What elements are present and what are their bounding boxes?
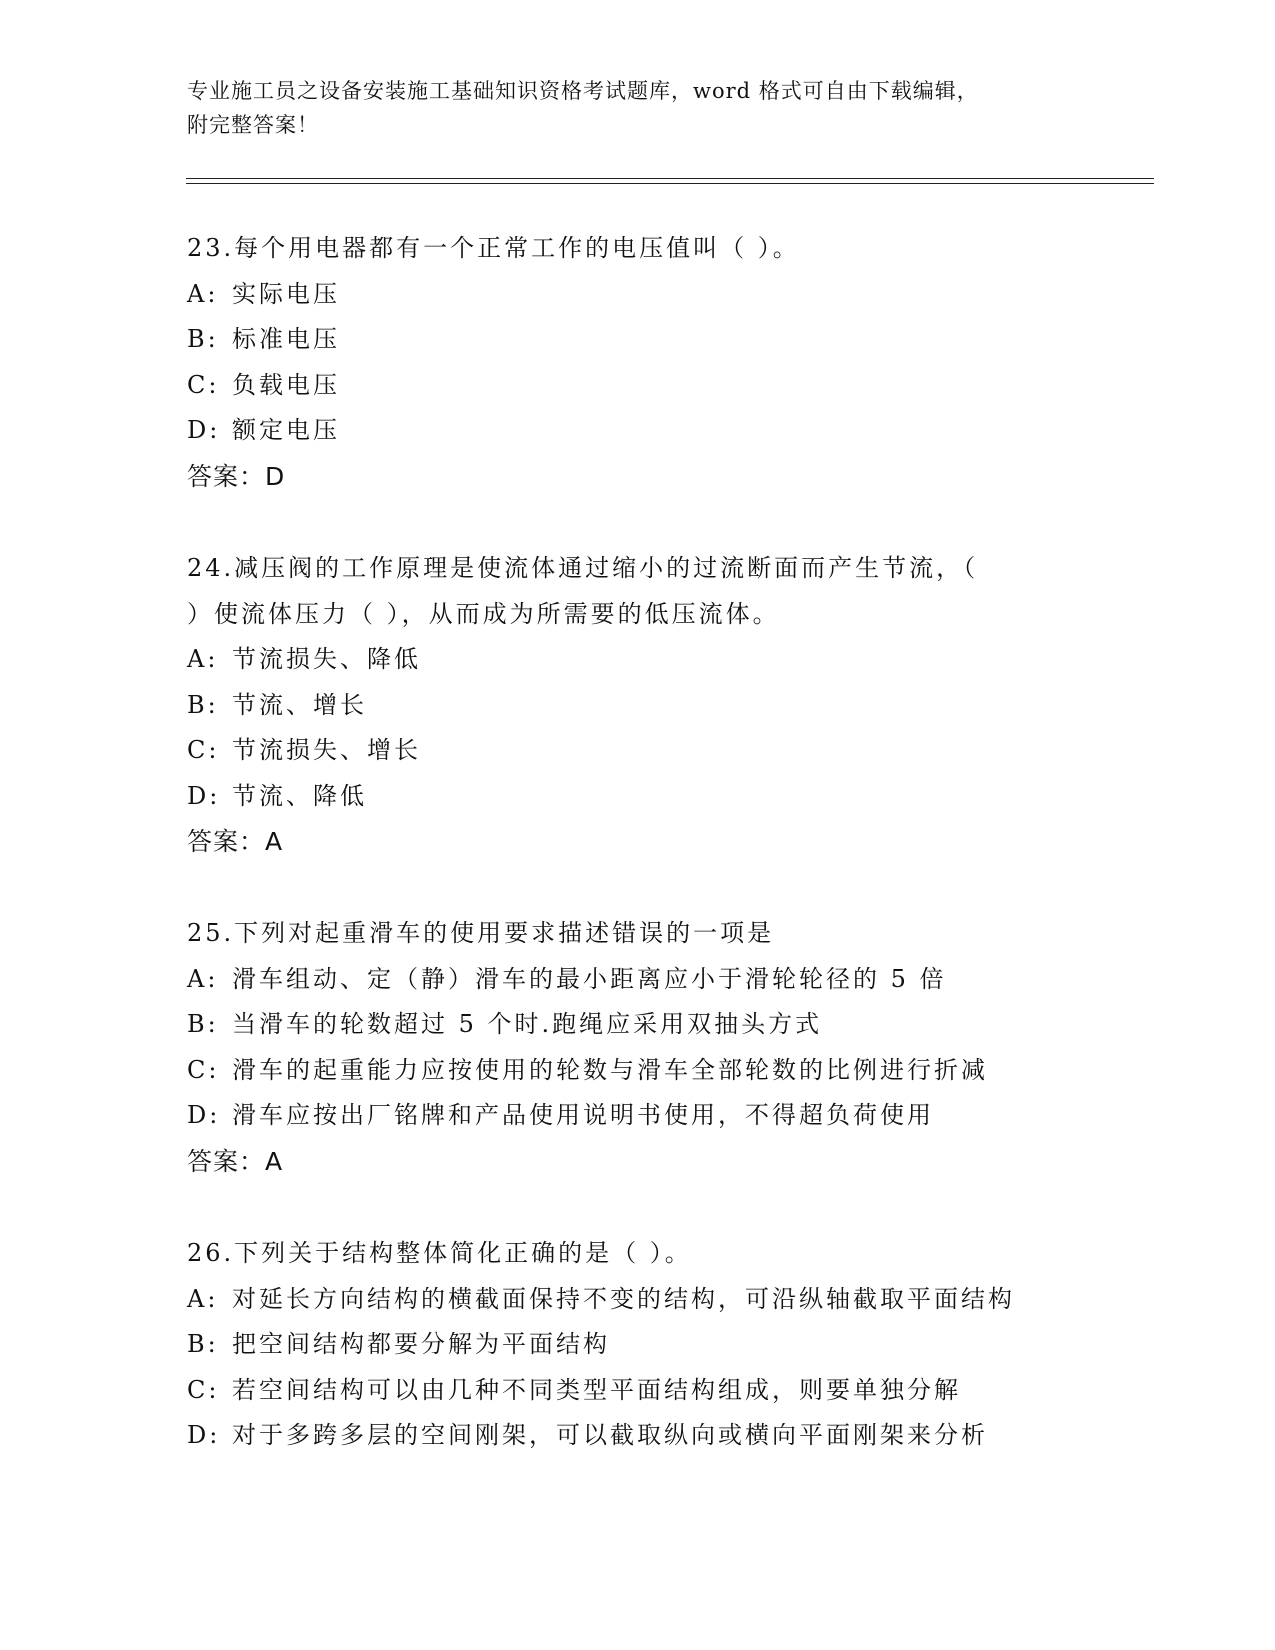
option-key: C: xyxy=(187,1375,220,1404)
answer-value: A xyxy=(265,1146,284,1176)
option-text: 节流、降低 xyxy=(232,781,367,810)
option-key: C: xyxy=(187,1055,220,1084)
answer-label: 答案： xyxy=(187,1146,266,1176)
answer-value: D xyxy=(265,461,286,491)
option-text: 额定电压 xyxy=(232,416,340,444)
option-c xyxy=(187,1048,1087,1094)
option-text: 把空间结构都要分解为平面结构 xyxy=(232,1330,610,1358)
option-c xyxy=(187,363,1087,409)
question-stem: 26.下列关于结构整体简化正确的是（ ）。 xyxy=(187,1239,692,1267)
option-d xyxy=(187,408,1087,454)
question-stem-continued: ）使流体压力（ ），从而成为所需要的低压流体。 xyxy=(187,599,780,628)
option-key: B: xyxy=(187,1010,219,1038)
option-a xyxy=(187,1277,1087,1323)
header-line-1: 专业施工员之设备安装施工基础知识资格考试题库，word 格式可自由下载编辑， xyxy=(187,79,979,103)
option-key: D: xyxy=(187,1101,221,1129)
option-text: 对于多跨多层的空间刚架，可以截取纵向或横向平面刚架来分析 xyxy=(232,1421,988,1449)
option-key: C: xyxy=(187,736,220,764)
option-b xyxy=(187,1002,1087,1048)
option-text: 实际电压 xyxy=(232,279,340,308)
question-stem: 23.每个用电器都有一个正常工作的电压值叫（ ）。 xyxy=(187,234,800,262)
question-stem: 25.下列对起重滑车的使用要求描述错误的一项是 xyxy=(187,919,775,947)
question-24 xyxy=(187,546,1087,865)
option-a xyxy=(187,272,1087,318)
answer-line xyxy=(187,454,1087,500)
option-c xyxy=(187,728,1087,774)
option-key: D: xyxy=(187,416,221,444)
answer-value: A xyxy=(265,827,284,856)
option-b xyxy=(187,317,1087,363)
option-text: 标准电压 xyxy=(232,325,340,353)
option-text: 节流损失、增长 xyxy=(232,736,421,764)
option-a xyxy=(187,957,1087,1003)
option-c xyxy=(187,1368,1087,1414)
question-26 xyxy=(187,1231,1087,1459)
answer-line xyxy=(187,1139,1087,1185)
option-d xyxy=(187,1413,1087,1459)
option-d xyxy=(187,1093,1087,1139)
question-25 xyxy=(187,911,1087,1184)
option-text: 负载电压 xyxy=(232,370,340,399)
option-b xyxy=(187,1322,1087,1368)
option-d xyxy=(187,774,1087,820)
option-text: 节流、增长 xyxy=(232,690,367,719)
option-key: B: xyxy=(187,325,219,353)
answer-line xyxy=(187,819,1087,865)
header-line-2: 附完整答案！ xyxy=(187,113,319,137)
option-key: D: xyxy=(187,781,221,810)
header-divider-top xyxy=(186,178,1154,179)
option-b xyxy=(187,683,1087,729)
header-divider-bottom xyxy=(186,183,1154,184)
option-text: 滑车组动、定（静）滑车的最小距离应小于滑轮轮径的 5 倍 xyxy=(232,964,947,993)
option-text: 对延长方向结构的横截面保持不变的结构，可沿纵轴截取平面结构 xyxy=(232,1284,1015,1313)
option-text: 当滑车的轮数超过 5 个时.跑绳应采用双抽头方式 xyxy=(232,1010,823,1038)
option-key: A: xyxy=(187,645,219,673)
option-text: 若空间结构可以由几种不同类型平面结构组成，则要单独分解 xyxy=(232,1375,961,1404)
option-key: C: xyxy=(187,370,220,399)
option-key: D: xyxy=(187,1421,221,1449)
question-stem: 24.减压阀的工作原理是使流体通过缩小的过流断面而产生节流，（ xyxy=(187,554,979,582)
option-text: 滑车的起重能力应按使用的轮数与滑车全部轮数的比例进行折减 xyxy=(232,1055,988,1084)
answer-label: 答案： xyxy=(187,461,266,491)
question-23 xyxy=(187,226,1087,499)
option-text: 滑车应按出厂铭牌和产品使用说明书使用，不得超负荷使用 xyxy=(232,1101,934,1129)
option-key: A: xyxy=(187,279,219,308)
option-text: 节流损失、降低 xyxy=(232,645,421,673)
option-key: B: xyxy=(187,1330,219,1358)
option-key: A: xyxy=(187,964,219,993)
option-key: B: xyxy=(187,690,219,719)
answer-label: 答案： xyxy=(187,827,266,856)
option-key: A: xyxy=(187,1284,219,1313)
document-header xyxy=(187,74,1087,142)
option-a xyxy=(187,637,1087,683)
